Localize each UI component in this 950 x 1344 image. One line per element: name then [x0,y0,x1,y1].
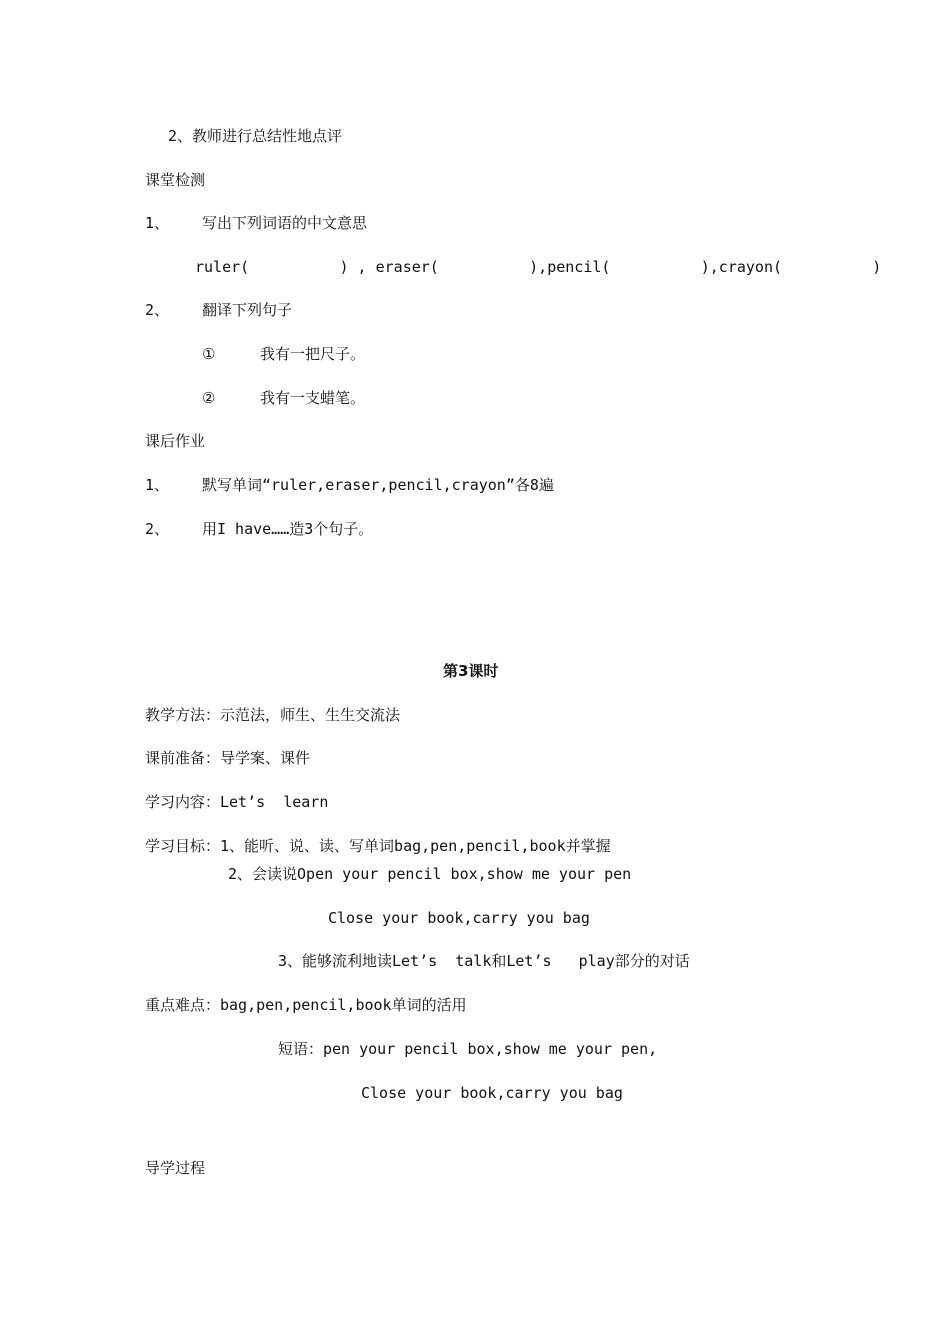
lesson-title: 第3课时 [443,662,499,680]
class-test-heading: 课堂检测 [145,171,206,189]
question-2-text: 翻译下列句子 [202,301,293,319]
sentence-2-text: 我有一支蜡笔。 [260,389,366,407]
phrases-line: 短语：pen your pencil box,show me your pen, [278,1040,658,1058]
homework-2-text: 用I have……造3个句子。 [202,520,374,538]
class-preparation: 课前准备：导学案、课件 [145,749,311,767]
homework-1-text: 默写单词“ruler,eraser,pencil,crayon”各8遍 [202,476,554,494]
homework-1-number: 1、 [145,476,170,494]
learning-goal-2-continued: Close your book,carry you bag [328,909,590,927]
question-1-text: 写出下列词语的中文意思 [202,214,368,232]
question-2-number: 2、 [145,301,170,319]
question-1-words: ruler( ) , eraser( ),pencil( ),crayon( ) [195,258,882,276]
teaching-method: 教学方法：示范法，师生、生生交流法 [145,706,401,724]
learning-goal-1: 学习目标：1、能听、说、读、写单词bag,pen,pencil,book并掌握 [145,837,611,855]
sentence-2-number: ② [202,389,216,407]
question-1-number: 1、 [145,214,170,232]
homework-heading: 课后作业 [145,432,206,450]
homework-2-number: 2、 [145,520,170,538]
learning-goal-2: 2、会读说Open your pencil box,show me your pen [228,865,632,883]
sentence-1-number: ① [202,345,216,363]
teacher-review-line: 2、教师进行总结性地点评 [168,127,343,145]
key-points: 重点难点：bag,pen,pencil,book单词的活用 [145,996,467,1014]
sentence-1-text: 我有一把尺子。 [260,345,366,363]
process-heading: 导学过程 [145,1159,206,1177]
learning-goal-3: 3、能够流利地读Let’s talk和Let’s play部分的对话 [278,952,690,970]
phrases-line-continued: Close your book,carry you bag [361,1084,623,1102]
learning-content: 学习内容：Let’s learn [145,793,329,811]
